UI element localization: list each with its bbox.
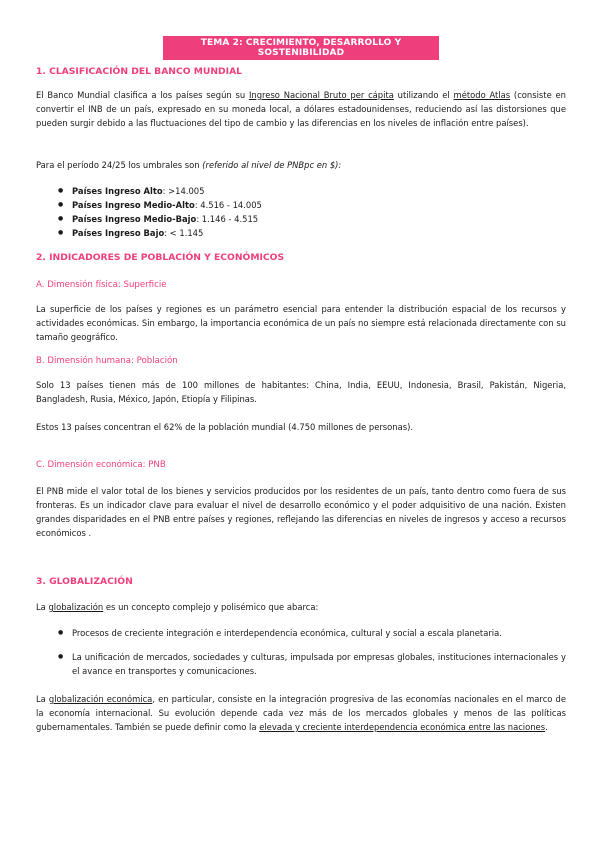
- text-run: utilizando el: [393, 90, 454, 100]
- text-run: (consiste en convertir el INB de un país, expresado en su moneda local, a dólares estadounidenses, reduciendo así las distorsiones que pueden surgir debido a las fluctuaciones del tipo de cambio y las diferencias en los niveles de inflación entre países).: [36, 90, 566, 128]
- underlined-term-atlas: método Atlas: [453, 90, 511, 100]
- section-1-paragraph-1: [36, 88, 566, 130]
- item-value: : 4.516 - 14.005: [194, 200, 262, 210]
- document-title: TEMA 2: CRECIMIENTO, DESARROLLO Y SOSTENIBILIDAD: [163, 36, 439, 60]
- text-run: El Banco Mundial clasifica a los países según su: [36, 90, 249, 100]
- section-1-paragraph-2: [36, 158, 566, 172]
- item-value: : >14.005: [162, 186, 205, 196]
- subsection-a-heading: A. Dimensión física: Superficie: [36, 280, 167, 290]
- list-item: [36, 212, 566, 226]
- item-value: : 1.146 - 4.515: [196, 214, 259, 224]
- section-3-heading: 3. GLOBALIZACIÓN: [36, 576, 133, 587]
- list-item: ● Procesos de creciente integración e interdependencia económica, cultural y social a escala planetaria.: [36, 626, 566, 640]
- item-label: Países Ingreso Medio-Alto: [72, 200, 195, 210]
- income-thresholds-list: [36, 184, 566, 240]
- underlined-term-globalizacion: globalización: [48, 602, 104, 612]
- item-label: Países Ingreso Medio-Bajo: [72, 214, 197, 224]
- list-item: [36, 226, 566, 240]
- subsection-b-heading: B. Dimensión humana: Población: [36, 356, 178, 366]
- italic-note: (referido al nivel de PNBpc en $):: [202, 160, 342, 170]
- list-item: [36, 184, 566, 198]
- underlined-term-inb: Ingreso Nacional Bruto per cápita: [248, 90, 394, 100]
- text-run: La: [36, 694, 49, 704]
- text-run: es un concepto complejo y polisémico que abarca:: [103, 602, 319, 612]
- text-run: , en particular, consiste en la integración progresiva de las economías nacionales en el marco de la economía internacional. Su evolución depende cada vez más de los mercados globales y menos de las políticas gubernamentales. También se puede definir como la: [36, 694, 566, 732]
- section-3-paragraph-1: [36, 600, 566, 614]
- text-run: .: [545, 722, 548, 732]
- list-item: [36, 198, 566, 212]
- item-value: : < 1.145: [164, 228, 204, 238]
- subsection-b-paragraph-2: Estos 13 países concentran el 62% de la población mundial (4.750 millones de personas).: [36, 422, 414, 432]
- item-label: Países Ingreso Alto: [72, 186, 163, 196]
- subsection-c-paragraph: El PNB mide el valor total de los bienes y servicios producidos por los residentes de un país, tanto dentro como fuera de sus fronteras. Es un indicador clave para evaluar el nivel de desarrollo económico y el poder adquisitivo de una nación. Existen grandes disparidades en el PNB entre países y regiones, reflejando las diferencias en niveles de ingresos y acceso a recursos económicos .: [36, 486, 566, 538]
- globalization-list: [36, 626, 566, 688]
- underlined-term-interdependencia: elevada y creciente interdependencia económica entre las naciones: [259, 722, 546, 732]
- subsection-c-heading: C. Dimensión económica: PNB: [36, 460, 166, 470]
- underlined-term-globalizacion-economica: globalización económica: [48, 694, 153, 704]
- section-1-heading: 1. CLASIFICACIÓN DEL BANCO MUNDIAL: [36, 66, 243, 77]
- item-label: Países Ingreso Bajo: [72, 228, 165, 238]
- document-page: [36, 36, 566, 732]
- text-run: Para el período 24/25 los umbrales son: [36, 160, 203, 170]
- section-3-paragraph-2: [36, 692, 566, 734]
- subsection-a-paragraph: La superficie de los países y regiones es un parámetro esencial para entender la distribución espacial de los recursos y actividades económicas. Sin embargo, la importancia económica de un país no siempre está relacionada directamente con su tamaño geográfico.: [36, 304, 566, 342]
- text-run: La: [36, 602, 49, 612]
- list-item: ● La unificación de mercados, sociedades y culturas, impulsada por empresas globales, instituciones internacionales y el avance en transportes y comunicaciones.: [36, 650, 566, 678]
- section-2-heading: 2. INDICADORES DE POBLACIÓN Y ECONÓMICOS: [36, 252, 285, 263]
- subsection-b-paragraph-1: Solo 13 países tienen más de 100 millones de habitantes: China, India, EEUU, Indonesia, Brasil, Pakistán, Nigeria, Bangladesh, Rusia, México, Japón, Etiopía y Filipinas.: [36, 380, 566, 404]
